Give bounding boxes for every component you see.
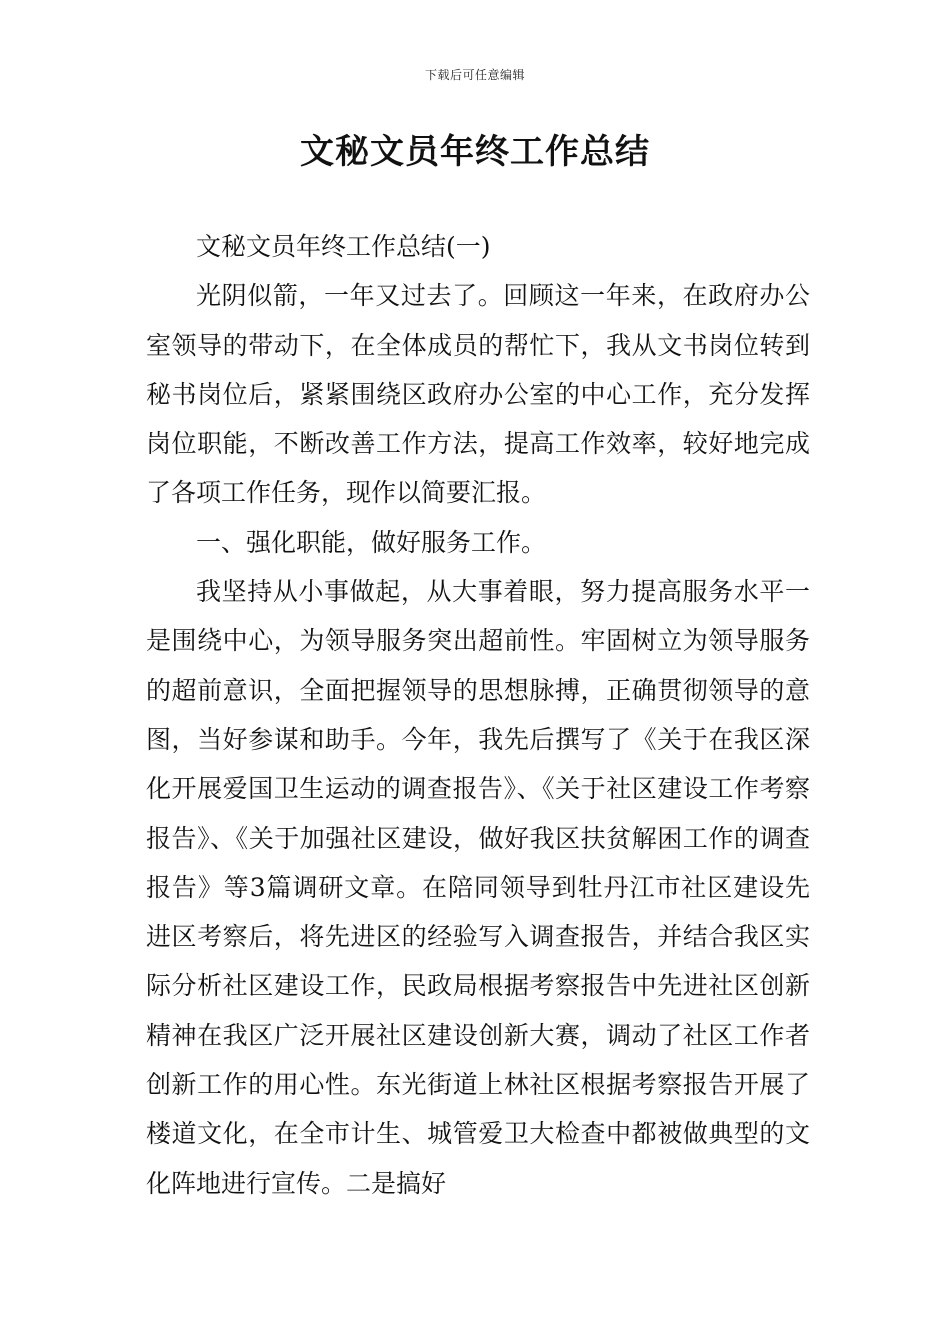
subtitle-paragraph: 文秘文员年终工作总结(一): [196, 232, 491, 261]
document-title: 文秘文员年终工作总结: [300, 132, 650, 172]
body-paragraph: 光阴似箭，一年又过去了。回顾这一年来，在政府办公室领导的带动下，在全体成员的帮忙下，我从文书岗位转到秘书岗位后，紧紧围绕区政府办公室的中心工作，充分发挥岗位职能，不断改善工作方法，提高工作效率，较好地完成了各项工作任务，现作以简要汇报。: [146, 281, 810, 508]
body-paragraph: 我坚持从小事做起，从大事着眼，努力提高服务水平一是围绕中心，为领导服务突出超前性。牢固树立为领导服务的超前意识，全面把握领导的思想脉搏，正确贯彻领导的意图，当好参谋和助手。今年，我先后撰写了《关于在我区深化开展爱国卫生运动的调查报告》、《关于社区建设工作考察报告》、《关于加强社区建设，做好我区扶贫解困工作的调查报告》等3篇调研文章。在陪同领导到牡丹江市社区建设先进区考察后，将先进区的经验写入调查报告，并结合我区实际分析社区建设工作，民政局根据考察报告中先进社区创新精神在我区广泛开展社区建设创新大赛，调动了社区工作者创新工作的用心性。东光街道上林社区根据考察报告开展了楼道文化，在全市计生、城管爱卫大检查中都被做典型的文化阵地进行宣传。二是搞好: [146, 577, 810, 1198]
document-body: [146, 222, 810, 1208]
header-note: 下载后可任意编辑: [424, 68, 525, 82]
section-heading: 一、强化职能，做好服务工作。: [196, 527, 547, 557]
